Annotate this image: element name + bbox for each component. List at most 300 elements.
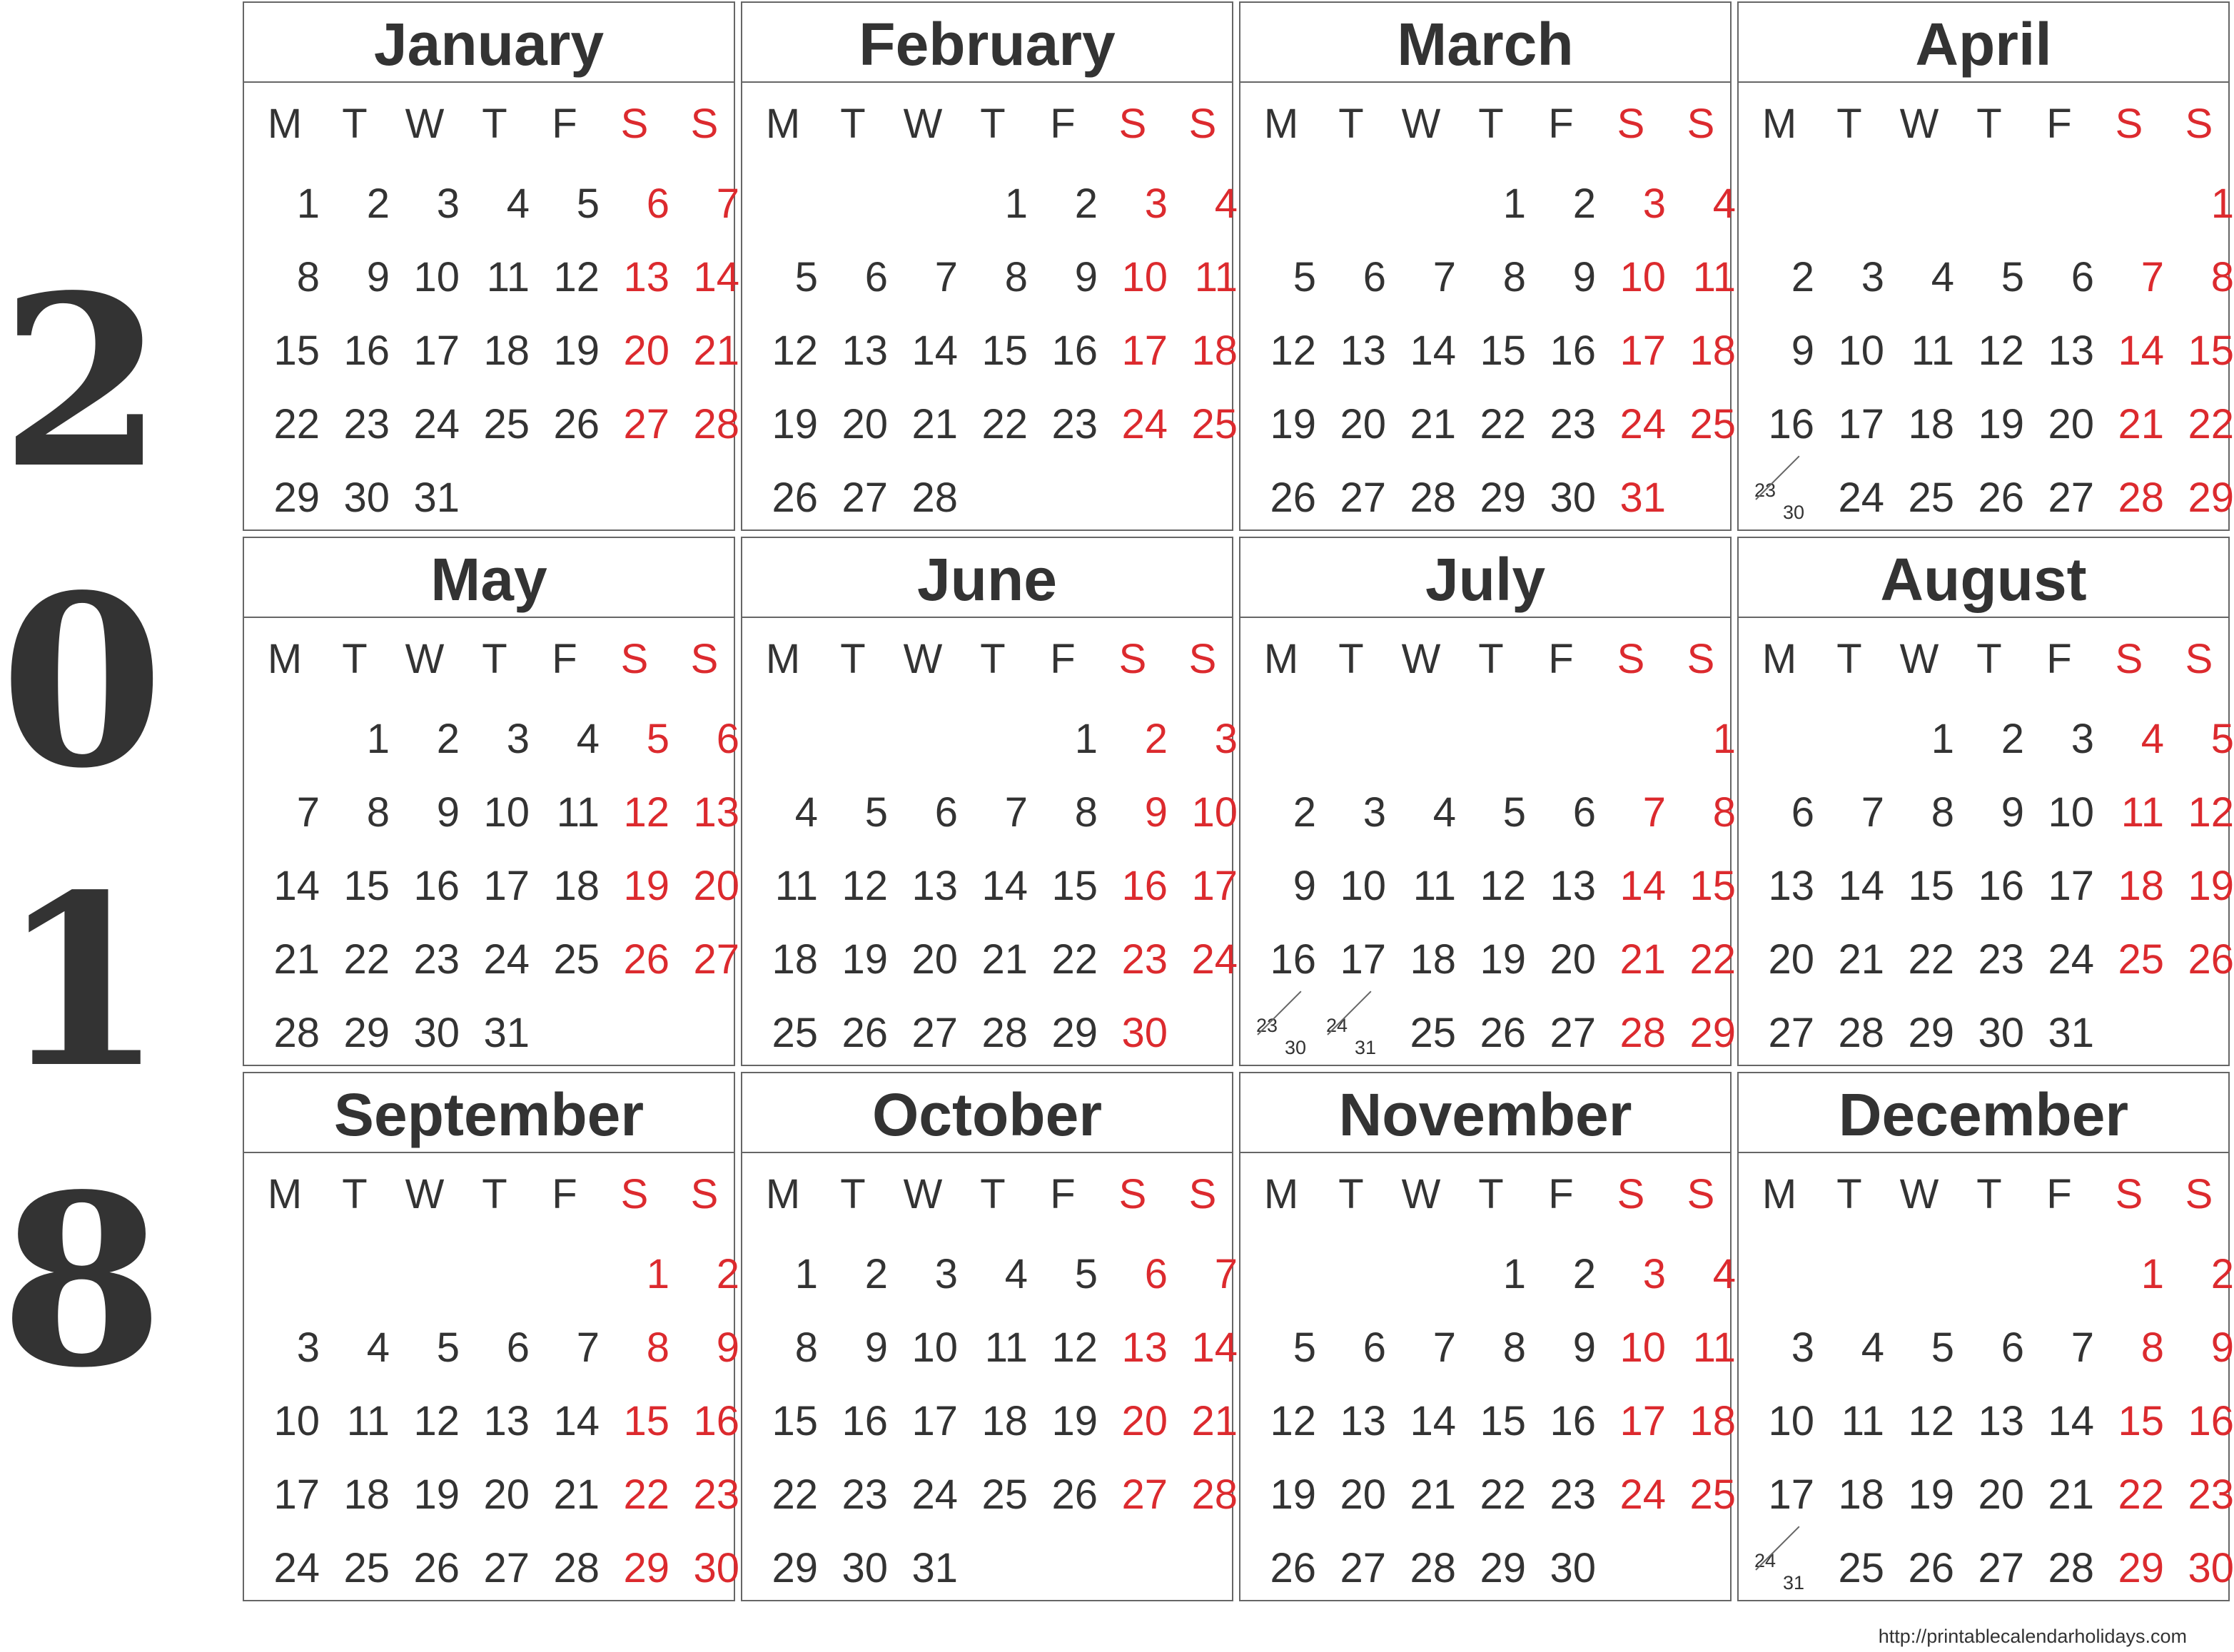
date-cell[interactable]: 27	[841, 475, 888, 521]
date-cell[interactable]: 21	[273, 936, 320, 983]
date-cell[interactable]: 26	[2188, 936, 2234, 983]
date-cell[interactable]: 21	[553, 1471, 600, 1518]
date-cell[interactable]: 17	[1838, 401, 1884, 447]
date-cell[interactable]: 7	[1004, 789, 1028, 836]
date-cell[interactable]: 12	[1480, 863, 1526, 909]
date-cell[interactable]: 8	[1931, 789, 1954, 836]
date-cell[interactable]: 28	[2048, 1545, 2094, 1591]
date-cell[interactable]: 17	[1340, 936, 1386, 983]
date-cell[interactable]: 30	[2188, 1545, 2234, 1591]
date-cell[interactable]: 30	[1121, 1010, 1168, 1056]
date-cell[interactable]: 15	[343, 863, 390, 909]
date-cell[interactable]: 10	[483, 789, 530, 836]
date-cell[interactable]: 31	[413, 475, 460, 521]
date-cell[interactable]: 18	[772, 936, 818, 983]
date-cell[interactable]: 11	[556, 789, 600, 836]
date-cell[interactable]: 17	[2048, 863, 2094, 909]
date-cell[interactable]: 3	[1363, 789, 1386, 836]
date-cell[interactable]: 16	[1270, 936, 1316, 983]
date-cell[interactable]: 23	[693, 1471, 739, 1518]
date-cell[interactable]: 4	[1432, 789, 1456, 836]
date-cell[interactable]: 22	[772, 1471, 818, 1518]
date-cell[interactable]: 8	[1502, 254, 1526, 300]
date-cell[interactable]: 18	[2118, 863, 2164, 909]
date-cell[interactable]: 29	[273, 475, 320, 521]
date-cell[interactable]: 17	[1121, 328, 1168, 374]
date-cell[interactable]: 10	[413, 254, 460, 300]
date-cell[interactable]: 17	[483, 863, 530, 909]
date-cell[interactable]: 5	[1502, 789, 1526, 836]
date-cell[interactable]: 19	[1480, 936, 1526, 983]
date-cell[interactable]: 6	[864, 254, 888, 300]
split-date-cell[interactable]	[1256, 1010, 1306, 1060]
date-cell[interactable]: 28	[1838, 1010, 1884, 1056]
date-cell[interactable]: 29	[772, 1545, 818, 1591]
date-cell[interactable]: 12	[841, 863, 888, 909]
date-cell[interactable]: 21	[1838, 936, 1884, 983]
date-cell[interactable]: 19	[2188, 863, 2234, 909]
date-cell[interactable]: 7	[1432, 254, 1456, 300]
date-cell[interactable]: 30	[841, 1545, 888, 1591]
date-cell[interactable]: 5	[794, 254, 818, 300]
date-cell[interactable]: 14	[1619, 863, 1666, 909]
date-cell[interactable]: 9	[2210, 1324, 2234, 1371]
date-cell[interactable]: 10	[1340, 863, 1386, 909]
date-cell[interactable]: 12	[1270, 328, 1316, 374]
date-cell[interactable]: 25	[1191, 401, 1238, 447]
date-cell[interactable]: 26	[772, 475, 818, 521]
date-cell[interactable]: 6	[1363, 1324, 1386, 1371]
date-cell[interactable]: 3	[2071, 716, 2094, 762]
date-cell[interactable]: 3	[506, 716, 530, 762]
date-cell[interactable]: 22	[2188, 401, 2234, 447]
date-cell[interactable]: 6	[1144, 1251, 1168, 1297]
date-cell[interactable]: 27	[2048, 475, 2094, 521]
date-cell[interactable]: 21	[2048, 1471, 2094, 1518]
date-cell[interactable]: 10	[1768, 1398, 1814, 1444]
date-cell[interactable]: 13	[911, 863, 958, 909]
date-cell[interactable]: 25	[1908, 475, 1954, 521]
date-cell[interactable]: 19	[1908, 1471, 1954, 1518]
date-cell[interactable]: 4	[1214, 181, 1238, 227]
date-cell[interactable]: 29	[623, 1545, 669, 1591]
date-cell[interactable]: 20	[623, 328, 669, 374]
date-cell[interactable]: 21	[693, 328, 739, 374]
date-cell[interactable]: 24	[1838, 475, 1884, 521]
date-cell[interactable]: 19	[413, 1471, 460, 1518]
date-cell[interactable]: 28	[981, 1010, 1028, 1056]
date-cell[interactable]: 7	[716, 181, 739, 227]
date-cell[interactable]: 27	[1121, 1471, 1168, 1518]
date-cell[interactable]: 25	[553, 936, 600, 983]
date-cell[interactable]: 24	[1619, 401, 1666, 447]
date-cell[interactable]: 12	[1051, 1324, 1098, 1371]
date-cell[interactable]: 1	[1712, 716, 1736, 762]
date-cell[interactable]: 20	[483, 1471, 530, 1518]
date-cell[interactable]: 3	[1642, 181, 1666, 227]
date-cell[interactable]: 1	[2141, 1251, 2164, 1297]
date-cell[interactable]: 8	[1004, 254, 1028, 300]
date-cell[interactable]: 2	[1572, 1251, 1596, 1297]
date-cell[interactable]: 12	[623, 789, 669, 836]
date-cell[interactable]: 15	[273, 328, 320, 374]
date-cell[interactable]: 11	[1692, 254, 1736, 300]
date-cell[interactable]: 12	[1270, 1398, 1316, 1444]
date-cell[interactable]: 23	[343, 401, 390, 447]
date-cell[interactable]: 30	[343, 475, 390, 521]
date-cell[interactable]: 23	[1550, 401, 1596, 447]
date-cell[interactable]: 23	[1978, 936, 2024, 983]
date-cell[interactable]: 2	[1791, 254, 1814, 300]
date-cell[interactable]: 3	[296, 1324, 320, 1371]
date-cell[interactable]: 21	[2118, 401, 2164, 447]
date-cell[interactable]: 19	[1051, 1398, 1098, 1444]
date-cell[interactable]: 29	[1480, 1545, 1526, 1591]
date-cell[interactable]: 26	[553, 401, 600, 447]
date-cell[interactable]: 28	[2118, 475, 2164, 521]
date-cell[interactable]: 4	[1004, 1251, 1028, 1297]
date-cell[interactable]: 2	[1144, 716, 1168, 762]
date-cell[interactable]: 3	[934, 1251, 958, 1297]
date-cell[interactable]: 2	[2001, 716, 2024, 762]
footer-url[interactable]: http://printablecalendarholidays.com	[1878, 1626, 2187, 1647]
date-cell[interactable]: 11	[2121, 789, 2164, 836]
date-cell[interactable]: 24	[1121, 401, 1168, 447]
date-cell[interactable]: 8	[1712, 789, 1736, 836]
date-cell[interactable]: 19	[1270, 1471, 1316, 1518]
date-cell[interactable]: 25	[1689, 1471, 1736, 1518]
date-cell[interactable]: 11	[486, 254, 530, 300]
date-cell[interactable]: 22	[623, 1471, 669, 1518]
date-cell[interactable]: 19	[1270, 401, 1316, 447]
date-cell[interactable]: 5	[576, 181, 600, 227]
date-cell[interactable]: 20	[1340, 401, 1386, 447]
date-cell[interactable]: 3	[1144, 181, 1168, 227]
date-cell[interactable]: 14	[1410, 328, 1456, 374]
date-cell[interactable]: 23	[1121, 936, 1168, 983]
date-cell[interactable]: 26	[1270, 475, 1316, 521]
date-cell[interactable]: 8	[2210, 254, 2234, 300]
date-cell[interactable]: 18	[1689, 1398, 1736, 1444]
date-cell[interactable]: 8	[2141, 1324, 2164, 1371]
date-cell[interactable]: 15	[1051, 863, 1098, 909]
date-cell[interactable]: 7	[296, 789, 320, 836]
date-cell[interactable]: 5	[1293, 254, 1316, 300]
split-date-cell[interactable]	[1326, 1010, 1376, 1060]
date-cell[interactable]: 26	[1051, 1471, 1098, 1518]
date-cell[interactable]: 14	[1410, 1398, 1456, 1444]
date-cell[interactable]: 31	[2048, 1010, 2094, 1056]
date-cell[interactable]: 12	[1978, 328, 2024, 374]
date-cell[interactable]: 2	[366, 181, 390, 227]
date-cell[interactable]: 4	[366, 1324, 390, 1371]
date-cell[interactable]: 14	[273, 863, 320, 909]
date-cell[interactable]: 4	[576, 716, 600, 762]
date-cell[interactable]: 11	[346, 1398, 390, 1444]
date-cell[interactable]: 2	[1293, 789, 1316, 836]
split-date-cell[interactable]	[1754, 475, 1804, 525]
date-cell[interactable]: 14	[2118, 328, 2164, 374]
date-cell[interactable]: 11	[1911, 328, 1954, 374]
date-cell[interactable]: 26	[623, 936, 669, 983]
split-date-cell[interactable]	[1754, 1546, 1804, 1596]
date-cell[interactable]: 10	[1191, 789, 1238, 836]
date-cell[interactable]: 17	[273, 1471, 320, 1518]
date-cell[interactable]: 14	[981, 863, 1028, 909]
date-cell[interactable]: 21	[1410, 401, 1456, 447]
date-cell[interactable]: 4	[2141, 716, 2164, 762]
date-cell[interactable]: 12	[413, 1398, 460, 1444]
date-cell[interactable]: 25	[1410, 1010, 1456, 1056]
date-cell[interactable]: 15	[1908, 863, 1954, 909]
date-cell[interactable]: 26	[1908, 1545, 1954, 1591]
date-cell[interactable]: 25	[772, 1010, 818, 1056]
date-cell[interactable]: 26	[1270, 1545, 1316, 1591]
date-cell[interactable]: 10	[911, 1324, 958, 1371]
date-cell[interactable]: 3	[1214, 716, 1238, 762]
date-cell[interactable]: 11	[1412, 863, 1456, 909]
date-cell[interactable]: 25	[1838, 1545, 1884, 1591]
date-cell[interactable]: 20	[2048, 401, 2094, 447]
date-cell[interactable]: 5	[864, 789, 888, 836]
date-cell[interactable]: 8	[646, 1324, 669, 1371]
date-cell[interactable]: 20	[1550, 936, 1596, 983]
date-cell[interactable]: 9	[436, 789, 460, 836]
date-cell[interactable]: 21	[1410, 1471, 1456, 1518]
date-cell[interactable]: 4	[1712, 1251, 1736, 1297]
date-cell[interactable]: 11	[774, 863, 818, 909]
date-cell[interactable]: 13	[1768, 863, 1814, 909]
date-cell[interactable]: 9	[1293, 863, 1316, 909]
date-cell[interactable]: 8	[794, 1324, 818, 1371]
date-cell[interactable]: 8	[366, 789, 390, 836]
date-cell[interactable]: 14	[1838, 863, 1884, 909]
date-cell[interactable]: 20	[841, 401, 888, 447]
date-cell[interactable]: 5	[1074, 1251, 1098, 1297]
date-cell[interactable]: 27	[1978, 1545, 2024, 1591]
date-cell[interactable]: 25	[343, 1545, 390, 1591]
date-cell[interactable]: 28	[273, 1010, 320, 1056]
date-cell[interactable]: 18	[1410, 936, 1456, 983]
date-cell[interactable]: 24	[273, 1545, 320, 1591]
date-cell[interactable]: 29	[1480, 475, 1526, 521]
date-cell[interactable]: 17	[413, 328, 460, 374]
date-cell[interactable]: 18	[1689, 328, 1736, 374]
date-cell[interactable]: 10	[1619, 1324, 1666, 1371]
date-cell[interactable]: 9	[2001, 789, 2024, 836]
date-cell[interactable]: 27	[1340, 1545, 1386, 1591]
date-cell[interactable]: 27	[1340, 475, 1386, 521]
date-cell[interactable]: 1	[1931, 716, 1954, 762]
date-cell[interactable]: 6	[1363, 254, 1386, 300]
date-cell[interactable]: 16	[343, 328, 390, 374]
date-cell[interactable]: 24	[911, 1471, 958, 1518]
date-cell[interactable]: 15	[1689, 863, 1736, 909]
date-cell[interactable]: 29	[2188, 475, 2234, 521]
date-cell[interactable]: 24	[1191, 936, 1238, 983]
date-cell[interactable]: 18	[553, 863, 600, 909]
date-cell[interactable]: 13	[1340, 1398, 1386, 1444]
date-cell[interactable]: 24	[413, 401, 460, 447]
date-cell[interactable]: 6	[934, 789, 958, 836]
date-cell[interactable]: 17	[1619, 1398, 1666, 1444]
date-cell[interactable]: 28	[1191, 1471, 1238, 1518]
date-cell[interactable]: 23	[2188, 1471, 2234, 1518]
date-cell[interactable]: 22	[343, 936, 390, 983]
date-cell[interactable]: 14	[1191, 1324, 1238, 1371]
date-cell[interactable]: 24	[2048, 936, 2094, 983]
date-cell[interactable]: 13	[2048, 328, 2094, 374]
date-cell[interactable]: 9	[366, 254, 390, 300]
date-cell[interactable]: 18	[483, 328, 530, 374]
date-cell[interactable]: 10	[1619, 254, 1666, 300]
date-cell[interactable]: 22	[1689, 936, 1736, 983]
date-cell[interactable]: 6	[646, 181, 669, 227]
date-cell[interactable]: 5	[1931, 1324, 1954, 1371]
date-cell[interactable]: 25	[483, 401, 530, 447]
date-cell[interactable]: 16	[1768, 401, 1814, 447]
date-cell[interactable]: 15	[772, 1398, 818, 1444]
date-cell[interactable]: 13	[841, 328, 888, 374]
date-cell[interactable]: 28	[1410, 1545, 1456, 1591]
date-cell[interactable]: 5	[646, 716, 669, 762]
date-cell[interactable]: 18	[981, 1398, 1028, 1444]
date-cell[interactable]: 26	[413, 1545, 460, 1591]
date-cell[interactable]: 25	[2118, 936, 2164, 983]
date-cell[interactable]: 15	[1480, 1398, 1526, 1444]
date-cell[interactable]: 2	[1074, 181, 1098, 227]
date-cell[interactable]: 4	[1931, 254, 1954, 300]
date-cell[interactable]: 9	[1572, 1324, 1596, 1371]
date-cell[interactable]: 3	[436, 181, 460, 227]
date-cell[interactable]: 5	[2210, 716, 2234, 762]
date-cell[interactable]: 29	[1689, 1010, 1736, 1056]
date-cell[interactable]: 14	[693, 254, 739, 300]
date-cell[interactable]: 11	[1194, 254, 1238, 300]
date-cell[interactable]: 18	[1838, 1471, 1884, 1518]
date-cell[interactable]: 2	[2210, 1251, 2234, 1297]
date-cell[interactable]: 7	[2141, 254, 2164, 300]
date-cell[interactable]: 18	[1191, 328, 1238, 374]
date-cell[interactable]: 6	[1791, 789, 1814, 836]
date-cell[interactable]: 10	[2048, 789, 2094, 836]
date-cell[interactable]: 19	[772, 401, 818, 447]
date-cell[interactable]: 9	[1572, 254, 1596, 300]
date-cell[interactable]: 22	[1480, 1471, 1526, 1518]
date-cell[interactable]: 16	[1550, 328, 1596, 374]
date-cell[interactable]: 16	[841, 1398, 888, 1444]
date-cell[interactable]: 20	[1121, 1398, 1168, 1444]
date-cell[interactable]: 27	[911, 1010, 958, 1056]
date-cell[interactable]: 26	[841, 1010, 888, 1056]
date-cell[interactable]: 9	[1144, 789, 1168, 836]
date-cell[interactable]: 5	[1293, 1324, 1316, 1371]
date-cell[interactable]: 1	[1502, 181, 1526, 227]
date-cell[interactable]: 20	[1978, 1471, 2024, 1518]
date-cell[interactable]: 3	[1861, 254, 1884, 300]
date-cell[interactable]: 1	[794, 1251, 818, 1297]
date-cell[interactable]: 19	[553, 328, 600, 374]
date-cell[interactable]: 22	[273, 401, 320, 447]
date-cell[interactable]: 21	[911, 401, 958, 447]
date-cell[interactable]: 1	[2210, 181, 2234, 227]
date-cell[interactable]: 12	[553, 254, 600, 300]
date-cell[interactable]: 16	[1978, 863, 2024, 909]
date-cell[interactable]: 21	[1191, 1398, 1238, 1444]
date-cell[interactable]: 27	[623, 401, 669, 447]
date-cell[interactable]: 7	[1642, 789, 1666, 836]
date-cell[interactable]: 30	[1550, 1545, 1596, 1591]
date-cell[interactable]: 29	[2118, 1545, 2164, 1591]
date-cell[interactable]: 8	[1074, 789, 1098, 836]
date-cell[interactable]: 24	[483, 936, 530, 983]
date-cell[interactable]: 7	[2071, 1324, 2094, 1371]
date-cell[interactable]: 26	[1978, 475, 2024, 521]
date-cell[interactable]: 27	[1768, 1010, 1814, 1056]
date-cell[interactable]: 2	[1572, 181, 1596, 227]
date-cell[interactable]: 6	[2001, 1324, 2024, 1371]
date-cell[interactable]: 30	[413, 1010, 460, 1056]
date-cell[interactable]: 6	[2071, 254, 2094, 300]
date-cell[interactable]: 7	[934, 254, 958, 300]
date-cell[interactable]: 13	[693, 789, 739, 836]
date-cell[interactable]: 16	[1550, 1398, 1596, 1444]
date-cell[interactable]: 30	[693, 1545, 739, 1591]
date-cell[interactable]: 22	[2118, 1471, 2164, 1518]
date-cell[interactable]: 20	[1768, 936, 1814, 983]
date-cell[interactable]: 1	[1074, 716, 1098, 762]
date-cell[interactable]: 6	[1572, 789, 1596, 836]
date-cell[interactable]: 29	[1908, 1010, 1954, 1056]
date-cell[interactable]: 13	[1550, 863, 1596, 909]
date-cell[interactable]: 4	[1861, 1324, 1884, 1371]
date-cell[interactable]: 10	[273, 1398, 320, 1444]
date-cell[interactable]: 4	[1712, 181, 1736, 227]
date-cell[interactable]: 14	[911, 328, 958, 374]
date-cell[interactable]: 21	[1619, 936, 1666, 983]
date-cell[interactable]: 16	[413, 863, 460, 909]
date-cell[interactable]: 20	[911, 936, 958, 983]
date-cell[interactable]: 27	[483, 1545, 530, 1591]
date-cell[interactable]: 5	[2001, 254, 2024, 300]
date-cell[interactable]: 7	[1432, 1324, 1456, 1371]
date-cell[interactable]: 23	[1051, 401, 1098, 447]
date-cell[interactable]: 15	[623, 1398, 669, 1444]
date-cell[interactable]: 13	[1121, 1324, 1168, 1371]
date-cell[interactable]: 25	[981, 1471, 1028, 1518]
date-cell[interactable]: 6	[716, 716, 739, 762]
date-cell[interactable]: 18	[1908, 401, 1954, 447]
date-cell[interactable]: 15	[2118, 1398, 2164, 1444]
date-cell[interactable]: 5	[436, 1324, 460, 1371]
date-cell[interactable]: 2	[864, 1251, 888, 1297]
date-cell[interactable]: 14	[553, 1398, 600, 1444]
date-cell[interactable]: 11	[1841, 1398, 1884, 1444]
date-cell[interactable]: 1	[296, 181, 320, 227]
date-cell[interactable]: 29	[1051, 1010, 1098, 1056]
date-cell[interactable]: 22	[1051, 936, 1098, 983]
date-cell[interactable]: 18	[343, 1471, 390, 1518]
date-cell[interactable]: 9	[1791, 328, 1814, 374]
date-cell[interactable]: 16	[1051, 328, 1098, 374]
date-cell[interactable]: 13	[1978, 1398, 2024, 1444]
date-cell[interactable]: 20	[1340, 1471, 1386, 1518]
date-cell[interactable]: 15	[981, 328, 1028, 374]
date-cell[interactable]: 22	[1908, 936, 1954, 983]
date-cell[interactable]: 26	[1480, 1010, 1526, 1056]
date-cell[interactable]: 28	[1410, 475, 1456, 521]
date-cell[interactable]: 15	[2188, 328, 2234, 374]
